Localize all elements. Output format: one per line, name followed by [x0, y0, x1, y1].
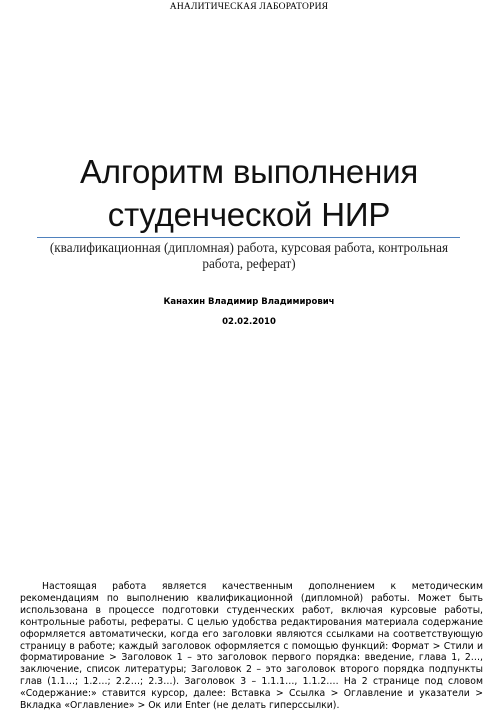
- document-date: 02.02.2010: [222, 317, 276, 327]
- title-line-2: студенческой НИР: [107, 196, 391, 233]
- abstract-paragraph: Настоящая работа является качественным дополнением к методическим рекомендациям по выполнению квалификационной (дипломной) работы. Может быть использована в процессе подготовки студенческих работ, включая курсовые работы, контрольные работы, рефераты. С целью удобства редактирования материала содержание оформляется автоматически, когда его заголовки являются ссылками на соответствующую страницу в работе; каждый заголовок оформляется с помощью функций: Формат > Стили и форматирование > Заголовок 1 – это заголовок первого порядка: введение, глава 1, 2…, заключение, список литературы; Заголовок 2 – это заголовок второго порядка подпункты глав (1.1…; 1.2…; 2.2…; 2.3…). Заголовок 3 – 1.1.1…, 1.1.2…. На 2 странице под словом «Содержание:» ставится курсор, далее: Вставка > Ссылка > Оглавление и указатели > Вкладка «Оглавление» > Ок или Enter (не делать гиперссылки).: [20, 581, 483, 712]
- lab-header: АНАЛИТИЧЕСКАЯ ЛАБОРАТОРИЯ: [169, 2, 329, 12]
- document-title: [0, 150, 498, 236]
- author-name: Канахин Владимир Владимирович: [163, 297, 335, 307]
- title-line-1: Алгоритм выполнения: [80, 153, 418, 190]
- title-divider: [37, 237, 460, 238]
- document-subtitle: (квалификационная (дипломная) работа, курсовая работа, контрольная работа, реферат): [49, 240, 449, 271]
